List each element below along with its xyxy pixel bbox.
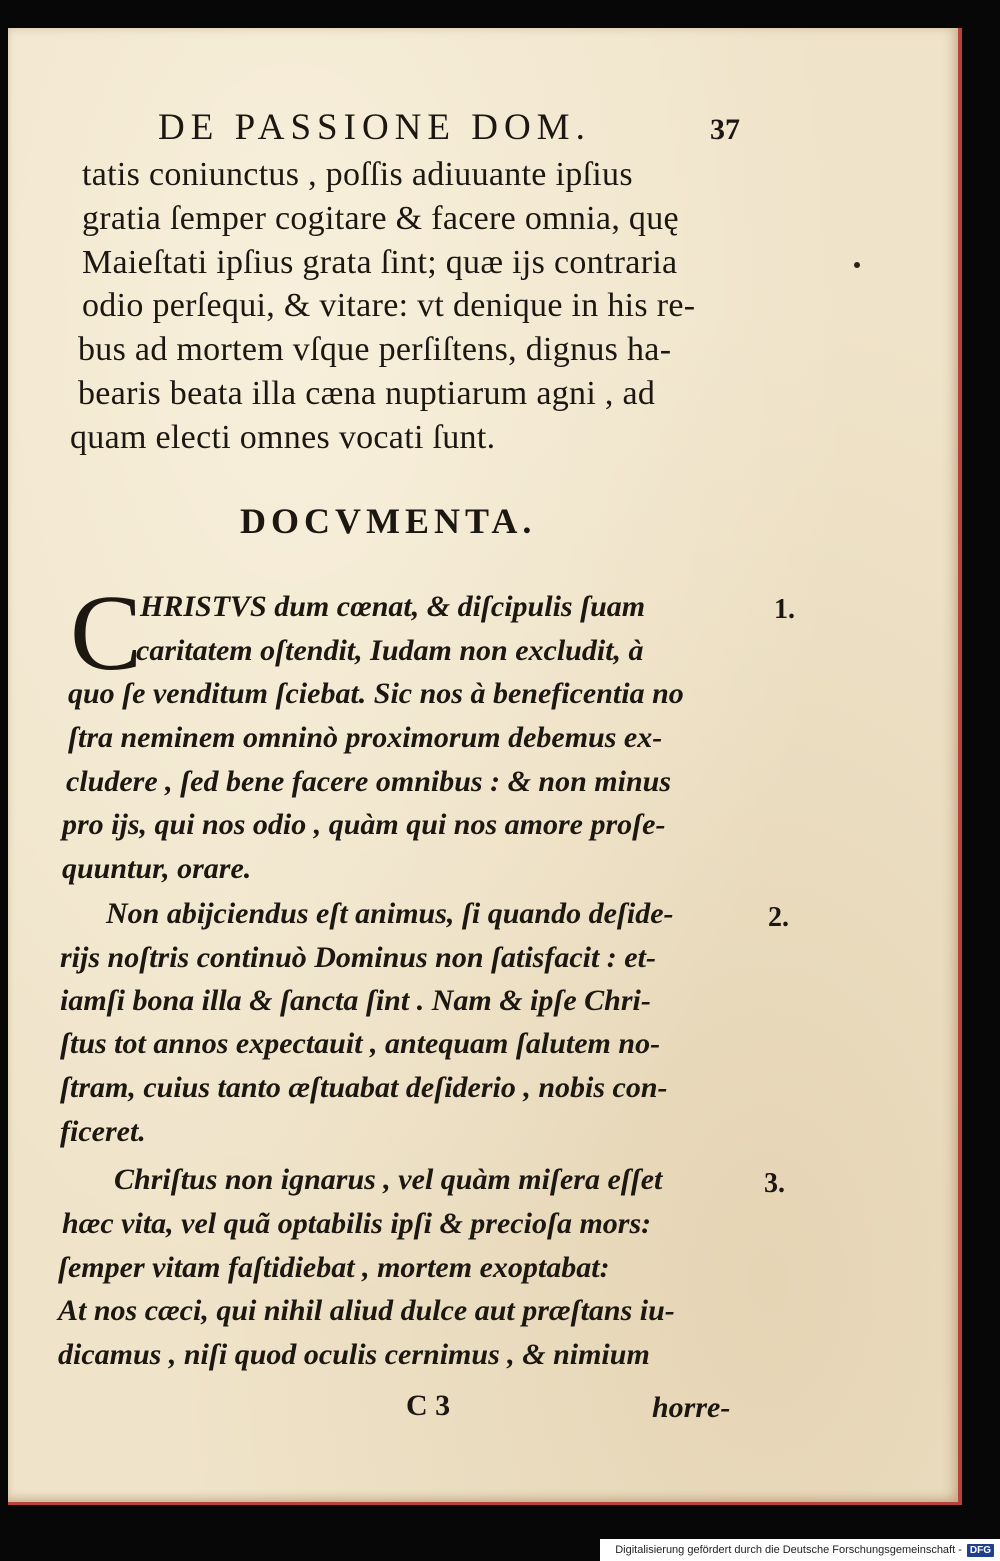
page-number: 37 xyxy=(710,113,740,146)
signature-mark: C 3 xyxy=(406,1389,451,1422)
documenta-line: HRISTVS dum cœnat, & diſcipulis ſuam xyxy=(140,590,646,623)
body-line: Maieſtati ipſius grata ſint; quæ ijs contraria xyxy=(82,244,678,281)
margin-numeral: 1. xyxy=(774,594,795,625)
body-line: bus ad mortem vſque perſiſtens, dignus ha- xyxy=(78,331,672,368)
catchword: horre- xyxy=(652,1391,731,1424)
body-line: tatis coniunctus , poſſis adiuuante ipſius xyxy=(82,156,633,193)
body-line: bearis beata illa cæna nuptiarum agni , ad xyxy=(78,375,656,412)
documenta-line: ficeret. xyxy=(60,1115,146,1148)
drop-cap-initial: C xyxy=(70,574,143,693)
body-line: odio perſequi, & vitare: vt denique in his re- xyxy=(82,287,696,324)
book-page xyxy=(8,28,962,1505)
documenta-line: ſemper vitam faſtidiebat , mortem exoptabat: xyxy=(58,1251,610,1284)
documenta-line: ſtram, cuius tanto æſtuabat deſiderio , nobis con- xyxy=(60,1071,668,1104)
digitization-credit xyxy=(600,1539,1000,1561)
running-title: DE PASSIONE DOM. xyxy=(158,107,591,148)
margin-numeral: 3. xyxy=(764,1168,785,1199)
body-line: gratia ſemper cogitare & facere omnia, quę xyxy=(82,200,679,237)
ink-speck xyxy=(854,262,860,268)
credit-text: Digitalisierung gefördert durch die Deutsche Forschungsgemeinschaft - xyxy=(615,1544,962,1556)
body-line: quam electi omnes vocati ſunt. xyxy=(70,419,496,456)
documenta-line: ſtra neminem omninò proximorum debemus ex- xyxy=(68,721,663,754)
documenta-line: pro ijs, qui nos odio , quàm qui nos amore proſe- xyxy=(62,808,666,841)
documenta-line: iamſi bona illa & ſancta ſint . Nam & ipſe Chri- xyxy=(60,984,651,1017)
documenta-line: quuntur, orare. xyxy=(62,852,252,885)
documenta-line: Chriſtus non ignarus , vel quàm miſera eſſet xyxy=(114,1163,663,1196)
documenta-line: rijs noſtris continuò Dominus non ſatisfacit : et- xyxy=(60,941,656,974)
documenta-line: At nos cæci, qui nihil aliud dulce aut præſtans iu- xyxy=(58,1294,675,1327)
dfg-logo: DFG xyxy=(967,1544,994,1557)
documenta-line: hæc vita, vel quã optabilis ipſi & precioſa mors: xyxy=(62,1207,652,1240)
documenta-line: caritatem oſtendit, Iudam non excludit, à xyxy=(136,634,644,667)
margin-numeral: 2. xyxy=(768,902,789,933)
documenta-line: cludere , ſed bene facere omnibus : & non minus xyxy=(66,765,671,798)
documenta-line: dicamus , niſi quod oculis cernimus , & nimium xyxy=(58,1338,650,1371)
section-heading: DOCVMENTA. xyxy=(240,501,537,541)
documenta-line: quo ſe venditum ſciebat. Sic nos à beneficentia no xyxy=(68,677,684,710)
documenta-line: ſtus tot annos expectauit , antequam ſalutem no- xyxy=(60,1027,661,1060)
documenta-line: Non abijciendus eſt animus, ſi quando deſide- xyxy=(106,897,674,930)
